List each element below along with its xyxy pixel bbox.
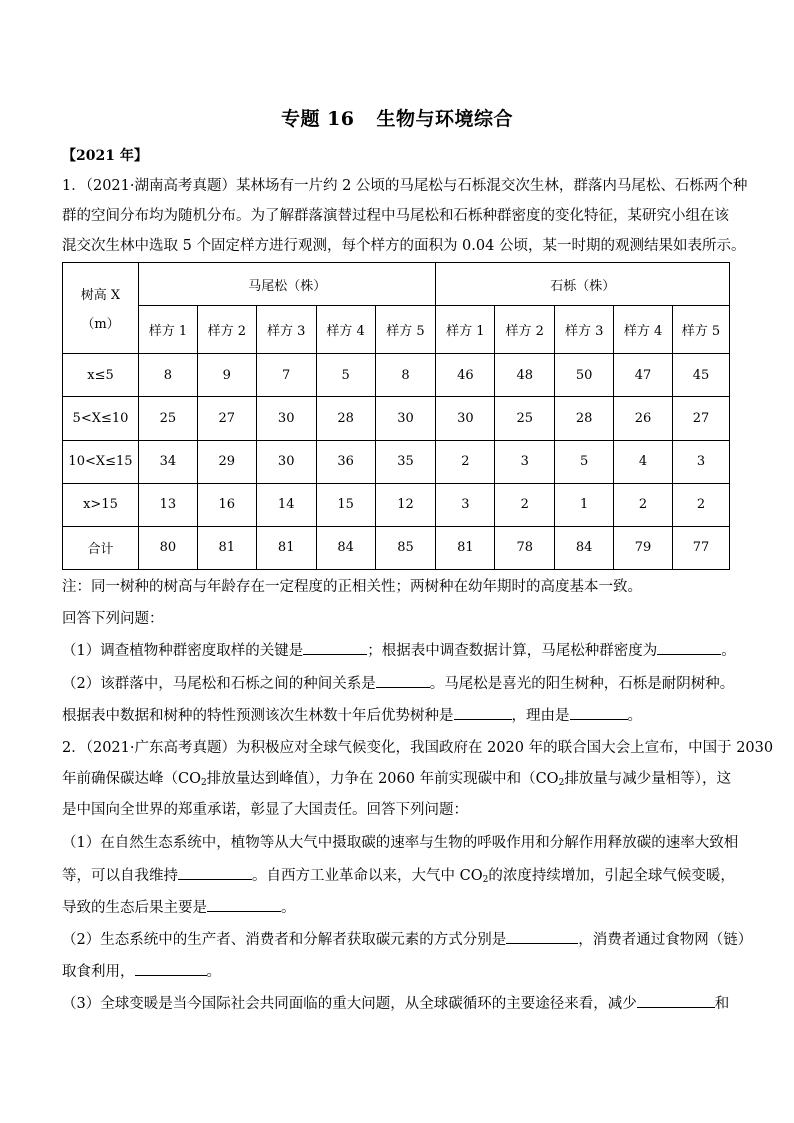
- plot-header: 样方 1: [138, 306, 197, 354]
- answer-blank[interactable]: [637, 993, 715, 1008]
- table-row: [63, 354, 730, 397]
- table-cell: 81: [436, 526, 495, 569]
- table-cell: 2: [614, 483, 673, 526]
- q2-stem-line-2: [62, 769, 734, 793]
- q2-sub3-line-1: [62, 993, 734, 1014]
- q2-stem-line-1: 2．（2021·广东高考真题）为积极应对全球气候变化，我国政府在 2020 年的联合国大会上宣布，中国于 2030: [62, 740, 774, 756]
- year-tag: 【2021 年】: [62, 148, 148, 164]
- plot-header: 样方 2: [495, 306, 555, 354]
- q2-sub1-text-b: 。自西方工业革命以来，大气中 CO: [252, 868, 483, 884]
- table-cell: 2: [495, 483, 555, 526]
- q1-sub2-text-b: 。马尾松是喜光的阳生树种，石栎是耐阴树种。: [429, 676, 735, 692]
- title-topic: 生物与环境综合: [376, 108, 514, 130]
- q2-sub2-line-2: [62, 961, 734, 982]
- table-cell: 29: [197, 440, 256, 483]
- co2-subscript: 2: [200, 778, 207, 788]
- table-cell: 77: [672, 526, 729, 569]
- table-cell: 34: [138, 440, 197, 483]
- table-cell: 81: [197, 526, 256, 569]
- table-cell: 45: [672, 354, 729, 397]
- row-label: 10<X≤15: [63, 440, 139, 483]
- plot-header: 样方 4: [614, 306, 673, 354]
- co2-subscript: 2: [482, 875, 489, 885]
- table-cell: 9: [197, 354, 256, 397]
- answer-blank[interactable]: [178, 865, 252, 880]
- table-cell: 3: [436, 483, 495, 526]
- table-cell: 3: [672, 440, 729, 483]
- table-cell: 85: [375, 526, 436, 569]
- table-cell: 8: [375, 354, 436, 397]
- table-cell: 28: [555, 397, 614, 440]
- group-header-masson-pine: 马尾松（株）: [138, 263, 435, 306]
- table-note: 注：同一树种的树高与年龄存在一定程度的正相关性；两树种在幼年期时的高度基本一致。: [62, 579, 642, 595]
- q1-sub2-line-2: [62, 705, 734, 726]
- q2-sub3-text-b: 和: [714, 996, 730, 1012]
- q1-sub2-text-e: 。: [627, 708, 642, 724]
- table-row: [63, 483, 730, 526]
- answer-prompt: 回答下列问题：: [62, 611, 164, 627]
- q2-sub2-text-a: （2）生态系统中的生产者、消费者和分解者获取碳元素的方式分别是: [62, 932, 507, 948]
- q2-sub1-line-2: [62, 865, 734, 890]
- q1-sub2-text-d: ，理由是: [511, 708, 570, 724]
- table-cell: 16: [197, 483, 256, 526]
- table-cell: 12: [375, 483, 436, 526]
- plot-header: 样方 1: [436, 306, 495, 354]
- table-row: [63, 440, 730, 483]
- answer-blank[interactable]: [135, 961, 207, 976]
- plot-header: 样方 5: [375, 306, 436, 354]
- answer-blank[interactable]: [376, 673, 430, 688]
- row-header-top: 树高 X: [80, 288, 121, 304]
- row-label: x≤5: [63, 354, 139, 397]
- table-row: [63, 397, 730, 440]
- table-cell: 15: [316, 483, 375, 526]
- q2-line2-text-c: 排放量与减少量相等），这: [564, 771, 732, 787]
- row-header-cell: [63, 263, 139, 354]
- q2-sub1-text-a: 等，可以自我维持: [62, 868, 178, 884]
- table-cell: 25: [138, 397, 197, 440]
- q2-line2-text-a: 年前确保碳达峰（CO: [62, 771, 201, 787]
- observation-table: [62, 262, 730, 570]
- table-cell: 1: [555, 483, 614, 526]
- table-cell: 25: [495, 397, 555, 440]
- table-cell: 30: [436, 397, 495, 440]
- table-cell: 2: [672, 483, 729, 526]
- table-cell: 46: [436, 354, 495, 397]
- table-cell: 28: [316, 397, 375, 440]
- answer-blank[interactable]: [303, 640, 367, 655]
- table-cell: 27: [197, 397, 256, 440]
- q1-stem-line-1: 1．（2021·湖南高考真题）某林场有一片约 2 公顷的马尾松与石栎混交次生林，群落内马尾松、石栎两个种: [62, 178, 748, 194]
- group-header-lithocarpus: 石栎（株）: [436, 263, 730, 306]
- row-label: 合计: [63, 526, 139, 569]
- q1-sub1-text-a: （1）调查植物种群密度取样的关键是: [62, 643, 304, 659]
- q2-sub1-text-e: 。: [281, 900, 296, 916]
- table-cell: 50: [555, 354, 614, 397]
- answer-blank[interactable]: [454, 705, 512, 720]
- plot-header: 样方 3: [555, 306, 614, 354]
- q2-stem-line-3: 是中国向全世界的郑重承诺，彰显了大国责任。回答下列问题：: [62, 802, 468, 818]
- q1-stem-line-3: 混交次生林中选取 5 个固定样方进行观测，每个样方的面积为 0.04 公顷，某一时期的观测结果如表所示。: [62, 238, 746, 254]
- answer-blank[interactable]: [570, 705, 628, 720]
- q2-sub2-line-1: [62, 929, 753, 950]
- table-cell: 80: [138, 526, 197, 569]
- table-cell: 3: [495, 440, 555, 483]
- table-cell: 47: [614, 354, 673, 397]
- plot-header: 样方 4: [316, 306, 375, 354]
- table-cell: 14: [256, 483, 316, 526]
- table-cell: 26: [614, 397, 673, 440]
- page-title: [0, 104, 794, 131]
- q1-sub1-text-c: 。: [721, 643, 736, 659]
- row-label: x>15: [63, 483, 139, 526]
- plot-header: 样方 3: [256, 306, 316, 354]
- table-cell: 35: [375, 440, 436, 483]
- plot-header: 样方 5: [672, 306, 729, 354]
- table-body: [63, 354, 730, 570]
- q1-sub2-line-1: [62, 673, 734, 694]
- q2-sub3-text-a: （3）全球变暖是当今国际社会共同面临的重大问题，从全球碳循环的主要途径来看，减少: [62, 996, 637, 1012]
- table-row: [63, 526, 730, 569]
- table-cell: 48: [495, 354, 555, 397]
- table-cell: 8: [138, 354, 197, 397]
- table-cell: 78: [495, 526, 555, 569]
- table-cell: 79: [614, 526, 673, 569]
- q1-sub2-text-a: （2）该群落中，马尾松和石栎之间的种间关系是: [62, 676, 376, 692]
- table-cell: 4: [614, 440, 673, 483]
- table-cell: 84: [316, 526, 375, 569]
- table-cell: 81: [256, 526, 316, 569]
- q2-sub2-text-b: ，消费者通过食物网（链）: [578, 932, 753, 948]
- q2-sub2-text-d: 。: [206, 964, 221, 980]
- table-cell: 36: [316, 440, 375, 483]
- row-header-bottom: （m）: [81, 317, 120, 333]
- q2-sub1-line-3: [62, 897, 734, 918]
- table-cell: 13: [138, 483, 197, 526]
- title-prefix: 专题 16: [280, 108, 355, 130]
- table-cell: 27: [672, 397, 729, 440]
- q2-sub1-line-1: （1）在自然生态系统中，植物等从大气中摄取碳的速率与生物的呼吸作用和分解作用释放碳的速率大致相: [62, 835, 739, 851]
- answer-blank[interactable]: [506, 929, 578, 944]
- q2-sub1-text-d: 导致的生态后果主要是: [62, 900, 207, 916]
- q2-sub2-text-c: 取食利用，: [62, 964, 135, 980]
- table-cell: 30: [375, 397, 436, 440]
- q2-line2-text-b: 排放量达到峰值），力争在 2060 年前实现碳中和（CO: [206, 771, 559, 787]
- row-label: 5<X≤10: [63, 397, 139, 440]
- table-cell: 30: [256, 440, 316, 483]
- answer-blank[interactable]: [207, 897, 281, 912]
- table-cell: 30: [256, 397, 316, 440]
- co2-subscript: 2: [558, 778, 565, 788]
- q1-stem-line-2: 群的空间分布均为随机分布。为了解群落演替过程中马尾松和石栎种群密度的变化特征，某研究小组在该: [62, 208, 729, 224]
- table-cell: 5: [555, 440, 614, 483]
- q2-sub1-text-c: 的浓度持续增加，引起全球气候变暖，: [488, 868, 735, 884]
- table-cell: 5: [316, 354, 375, 397]
- answer-blank[interactable]: [657, 640, 721, 655]
- table-cell: 2: [436, 440, 495, 483]
- plot-header: 样方 2: [197, 306, 256, 354]
- q1-sub1-text-b: ；根据表中调查数据计算，马尾松种群密度为: [367, 643, 658, 659]
- table-cell: 7: [256, 354, 316, 397]
- table-cell: 84: [555, 526, 614, 569]
- q1-sub2-text-c: 根据表中数据和树种的特性预测该次生林数十年后优势树种是: [62, 708, 454, 724]
- q1-sub1: [62, 640, 734, 661]
